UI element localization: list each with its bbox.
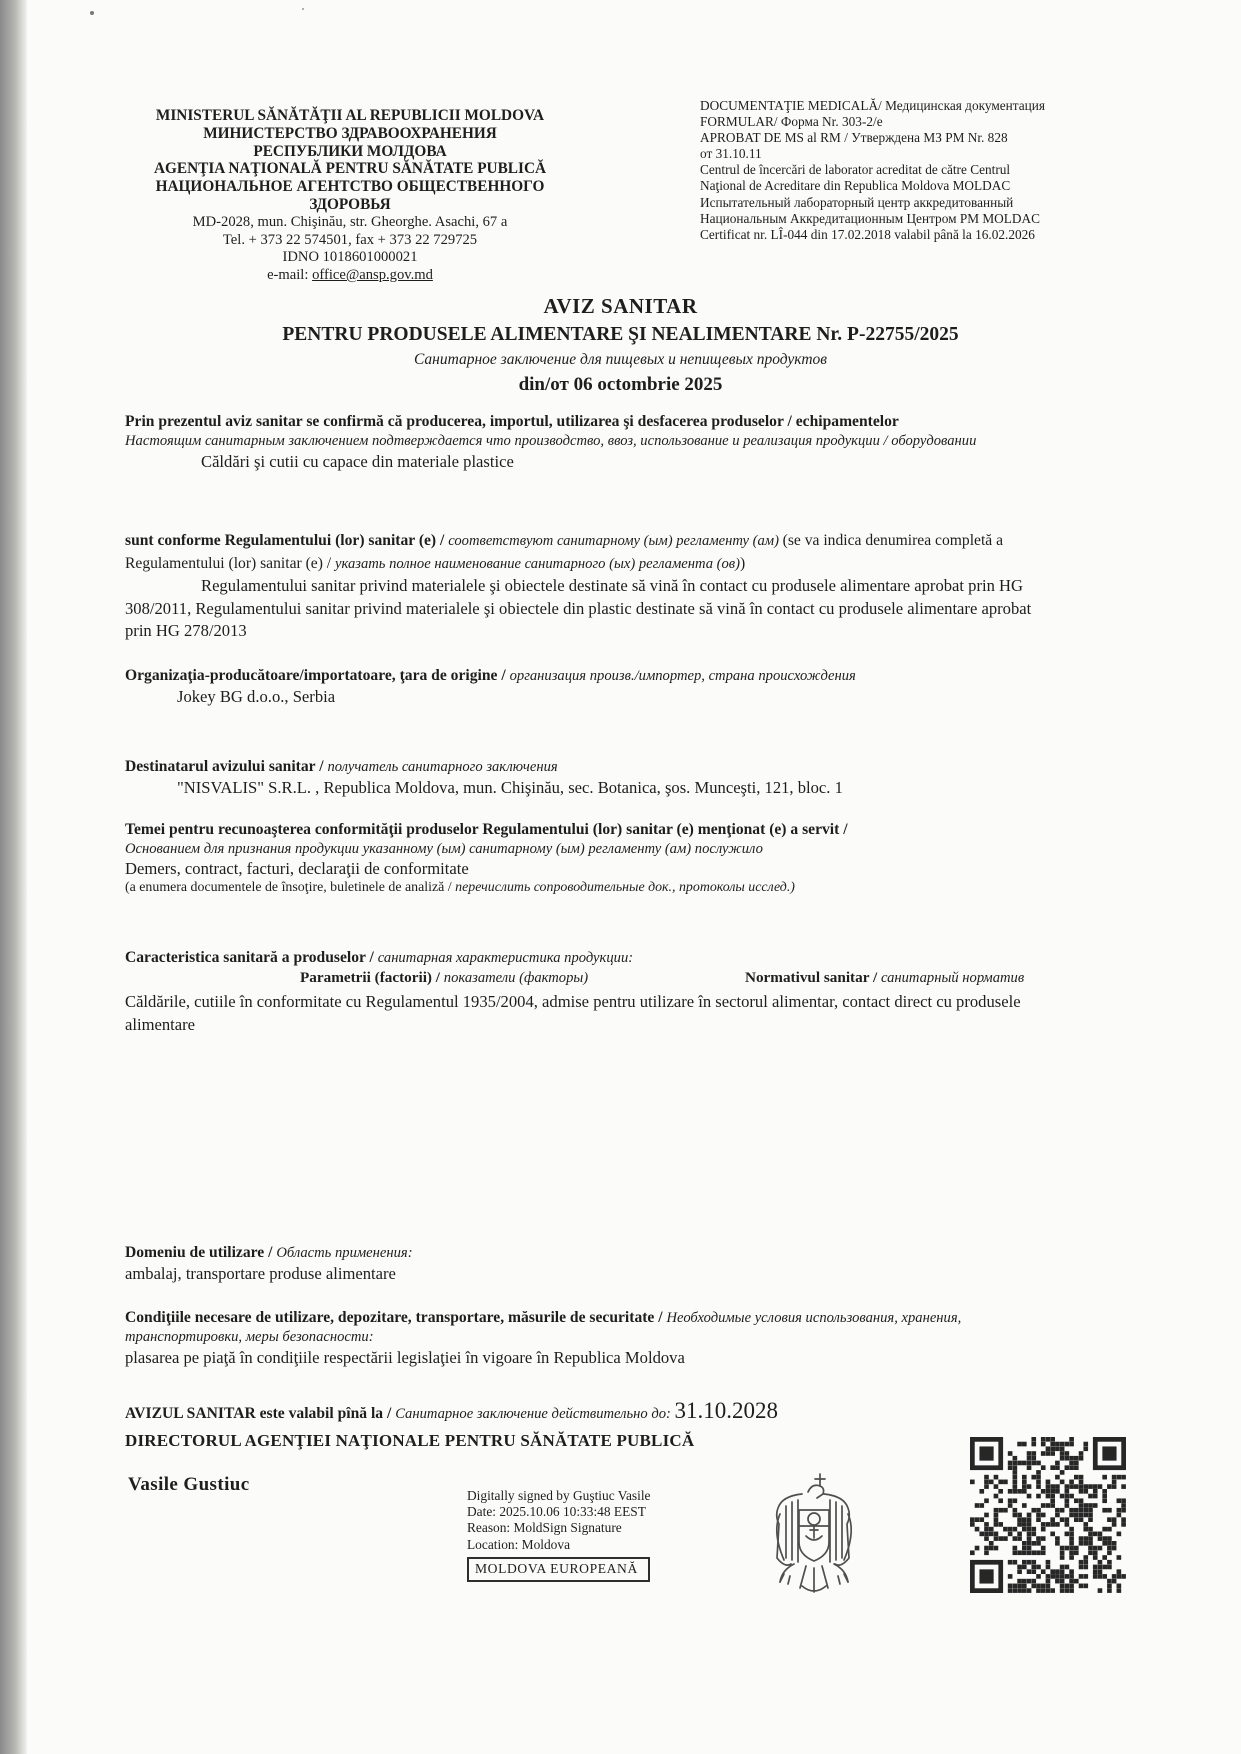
qr-code <box>970 1437 1126 1593</box>
characteristics-value: Căldările, cutiile în conformitate cu Regulamentul 1935/2004, admise pentru utilizare în sectorul alimentar, contact direct cu produsele alimentare <box>125 992 1021 1034</box>
section-label: Temei pentru recunoaşterea conformităţii produselor Regulamentului (lor) sanitar (e) menţionat (e) a servit / <box>125 821 848 838</box>
document-subtitle-ru: Санитарное заключение для пищевых и непищевых продуктов <box>413 351 828 368</box>
document-title-block <box>0 292 1241 399</box>
column-parameters: Parametrii (factorii) / показатели (факторы) <box>300 969 589 986</box>
digital-signature-line: Digitally signed by Guştiuc Vasile <box>467 1488 651 1503</box>
issuer-line: МИНИСТЕРСТВО ЗДРАВООХРАНЕНИЯ <box>203 124 497 142</box>
section-label: Condiţiile necesare de utilizare, depozitare, transportare, măsurile de securitate / <box>125 1309 667 1326</box>
issuer-block <box>112 107 588 285</box>
moldova-europeana-stamp: MOLDOVA EUROPEANĂ <box>467 1557 650 1582</box>
document-title: AVIZ SANITAR <box>543 294 698 318</box>
form-info-line: Certificat nr. LÎ-044 din 17.02.2018 valabil până la 16.02.2026 <box>700 226 1035 242</box>
form-info-line: APROBAT DE MS al RM / Утверждена МЗ РМ Nr. 828 <box>700 130 1008 146</box>
section-domain <box>125 1243 1045 1286</box>
section-validity <box>125 1398 1045 1424</box>
validity-label-ru: Санитарное заключение действительно до: <box>395 1406 675 1422</box>
director-title: DIRECTORUL AGENŢIEI NAŢIONALE PENTRU SĂNĂTATE PUBLICĂ <box>125 1431 695 1450</box>
section-label-ru: соответствуют санитарному (ым) регламенту (ам) <box>448 533 783 549</box>
section-label-ru: Необходимые условия использования, хранения, <box>666 1310 962 1326</box>
section-label: Caracteristica sanitară a produselor / <box>125 949 378 966</box>
issuer-line: MINISTERUL SĂNĂTĂŢII AL REPUBLICII MOLDOVA <box>155 107 545 124</box>
note-ro: (a enumera documentele de însoţire, buletinele de analiză / <box>125 880 456 895</box>
section-label-ru: организация произв./импортер, страна происхождения <box>509 668 856 684</box>
section-label: Domeniu de utilizare / <box>125 1244 277 1261</box>
product-description: Căldări şi cutii cu capace din materiale plastice <box>201 452 514 471</box>
validity-label: AVIZUL SANITAR este valabil pînă la / <box>125 1405 396 1422</box>
issuer-line: НАЦИОНАЛЬНОЕ АГЕНТСТВО ОБЩЕСТВЕННОГО <box>155 178 545 196</box>
scan-speck <box>90 11 94 15</box>
form-info-line: DOCUMENTAŢIE MEDICALĂ/ Медицинская документация <box>700 98 1045 113</box>
digital-signature-line: Location: Moldova <box>467 1536 571 1552</box>
form-info-line: Naţional de Acreditare din Republica Moldova MOLDAC <box>700 178 1011 194</box>
form-info-line: Centrul de încercări de laborator acreditat de către Centrul <box>700 162 1011 178</box>
validity-date: 31.10.2028 <box>674 1398 779 1423</box>
section-label-cont: Regulamentului (lor) sanitar (e) / <box>125 554 336 572</box>
section-recipient <box>125 757 1045 800</box>
section-label-ru: Область применения: <box>276 1245 413 1261</box>
section-label: Organizaţia-producătoare/importatoare, ţara de origine / <box>125 667 510 684</box>
section-characteristics <box>125 948 1045 1036</box>
section-conditions <box>125 1308 1045 1370</box>
section-label-ru-cont: транспортировки, меры безопасности: <box>125 1329 374 1345</box>
signatory-name: Vasile Gustiuc <box>128 1474 250 1495</box>
closing-paren: ) <box>740 554 746 572</box>
form-info-block <box>700 98 1092 243</box>
email-address: office@ansp.gov.md <box>312 267 433 284</box>
digital-signature-line: Date: 2025.10.06 10:33:48 EEST <box>467 1504 646 1520</box>
scan-edge-shadow <box>0 0 27 1754</box>
form-info-line: FORMULAR/ Форма Nr. 303-2/e <box>700 114 883 130</box>
moldova-coat-of-arms-icon <box>764 1470 864 1607</box>
basis-note <box>125 879 1045 897</box>
email-label: e-mail: <box>267 267 313 284</box>
section-label-ru: Основанием для признания продукции указанному (ым) санитарному (ым) регламенту (ам) послужило <box>125 841 763 857</box>
section-confirmation <box>125 412 1045 474</box>
section-label: Destinatarul avizului sanitar / <box>125 758 328 775</box>
section-conformity <box>125 530 1045 643</box>
issuer-email-line <box>112 267 588 285</box>
issuer-line: ЗДОРОВЬЯ <box>309 195 391 213</box>
section-label: sunt conforme Regulamentului (lor) sanitar (e) / <box>125 532 449 549</box>
issuer-line: AGENŢIA NAŢIONALĂ PENTRU SĂNĂTATE PUBLICĂ <box>153 160 547 178</box>
producer-value: Jokey BG d.o.o., Serbia <box>177 687 336 706</box>
issuer-idno: IDNO 1018601000021 <box>282 249 418 266</box>
section-label-ru: получатель санитарного заключения <box>327 759 558 775</box>
scan-speck <box>302 8 304 10</box>
note-ru: перечислить сопроводительные док., протоколы исслед.) <box>455 880 795 895</box>
conditions-value: plasarea pe piaţă în condiţiile respectării legislaţiei în vigoare în Republica Moldova <box>125 1348 685 1367</box>
issuer-address: MD-2028, mun. Chişinău, str. Gheorghe. Asachi, 67 a <box>192 213 508 230</box>
basis-value: Demers, contract, facturi, declaraţii de conformitate <box>125 859 469 878</box>
section-label-note: (se va indica denumirea completă a <box>782 532 1004 549</box>
issuer-line: РЕСПУБЛИКИ МОЛДОВА <box>253 142 447 160</box>
section-producer <box>125 666 1045 709</box>
document-subtitle-number: PENTRU PRODUSELE ALIMENTARE ŞI NEALIMENTARE Nr. P-22755/2025 <box>282 324 959 345</box>
digital-signature-line: Reason: MoldSign Signature <box>467 1520 622 1536</box>
form-info-line: Испытательный лабораторный центр аккредитованный <box>700 194 1014 210</box>
section-label: Prin prezentul aviz sanitar se confirmă că producerea, importul, utilizarea şi desfacerea produselor / echipamentelor <box>125 413 899 430</box>
recipient-value: "NISVALIS" S.R.L. , Republica Moldova, mun. Chişinău, sec. Botanica, şos. Munceşti, 121, bloc. 1 <box>177 778 843 797</box>
section-basis <box>125 820 1045 897</box>
document-date: din/от 06 octombrie 2025 <box>518 374 723 395</box>
issuer-phone: Tel. + 373 22 574501, fax + 373 22 729725 <box>222 231 478 248</box>
section-label-ru-cont: указать полное наименование санитарного (ых) регламента (ов) <box>335 555 740 572</box>
form-info-line: от 31.10.11 <box>700 146 762 162</box>
characteristics-columns <box>125 968 1045 990</box>
digital-signature-block <box>467 1488 777 1582</box>
column-normative: Normativul sanitar / санитарный норматив <box>745 969 1025 986</box>
section-label-ru: Настоящим санитарным заключением подтверждается что производство, ввоз, использование и реализация продукции / оборудовании <box>125 433 977 449</box>
section-label-ru: санитарная характеристика продукции: <box>377 950 634 966</box>
form-info-line: Национальным Аккредитационным Центром РМ MOLDAC <box>700 210 1040 226</box>
domain-value: ambalaj, transportare produse alimentare <box>125 1264 396 1283</box>
regulations-value: Regulamentului sanitar privind materialele şi obiectele destinate să vină în contact cu produsele alimentare aprobat prin HG 308/2011, Regulamentului sanitar privind materialele şi obiectele din plastic destinate să vină în contact cu produsele alimentare aprobat prin HG 278/2013 <box>125 576 1032 640</box>
